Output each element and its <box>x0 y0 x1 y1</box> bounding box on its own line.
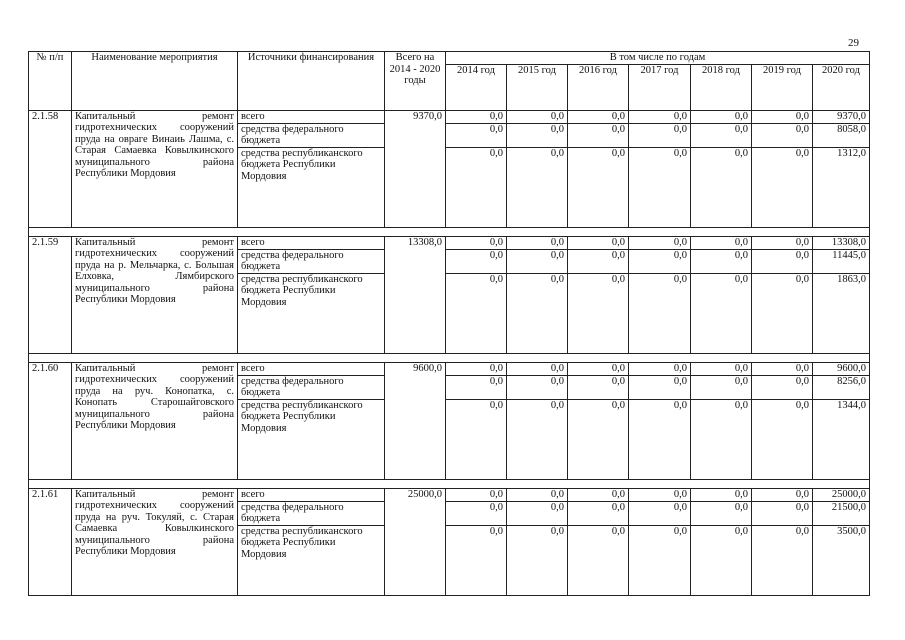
measure-name: Капитальный ремонт гидротехнических сооружений пруда на руч. Конопатка, с. Конопать Старошайговского муниципального района Республики Мордовия <box>72 362 238 479</box>
year-amount: 0,0 <box>629 147 691 227</box>
year-amount: 0,0 <box>446 488 507 501</box>
year-amount: 0,0 <box>446 110 507 123</box>
year-amount: 0,0 <box>446 399 507 479</box>
header-year: 2019 год <box>752 64 813 110</box>
year-amount: 0,0 <box>691 399 752 479</box>
header-year: 2018 год <box>691 64 752 110</box>
row-number: 2.1.61 <box>29 488 72 595</box>
year-amount: 0,0 <box>568 362 629 375</box>
funding-source: средства федерального бюджета <box>238 501 385 525</box>
year-amount: 0,0 <box>691 375 752 399</box>
separator-cell <box>29 479 870 488</box>
header-name: Наименование мероприятия <box>72 52 238 111</box>
separator-cell <box>29 227 870 236</box>
year-amount: 0,0 <box>691 110 752 123</box>
year-amount: 0,0 <box>752 110 813 123</box>
year-amount: 0,0 <box>752 375 813 399</box>
year-amount: 0,0 <box>752 249 813 273</box>
year-amount: 0,0 <box>568 249 629 273</box>
total-amount: 25000,0 <box>385 488 446 595</box>
funding-source: всего <box>238 488 385 501</box>
year-amount: 1312,0 <box>813 147 870 227</box>
year-amount: 0,0 <box>568 399 629 479</box>
year-amount: 0,0 <box>629 249 691 273</box>
year-amount: 0,0 <box>507 375 568 399</box>
year-amount: 0,0 <box>629 362 691 375</box>
year-amount: 9600,0 <box>813 362 870 375</box>
table-row <box>29 110 870 123</box>
year-amount: 0,0 <box>568 488 629 501</box>
year-amount: 0,0 <box>629 399 691 479</box>
year-amount: 0,0 <box>691 147 752 227</box>
year-amount: 0,0 <box>507 249 568 273</box>
header-year: 2015 год <box>507 64 568 110</box>
funding-table <box>28 51 870 596</box>
year-amount: 0,0 <box>507 501 568 525</box>
header-year: 2014 год <box>446 64 507 110</box>
row-separator <box>29 353 870 362</box>
year-amount: 0,0 <box>691 236 752 249</box>
funding-source: средства республиканского бюджета Республики Мордовия <box>238 525 385 595</box>
page-number: 29 <box>848 37 859 49</box>
year-amount: 0,0 <box>568 501 629 525</box>
year-amount: 0,0 <box>568 147 629 227</box>
year-amount: 0,0 <box>629 501 691 525</box>
year-amount: 0,0 <box>568 110 629 123</box>
funding-source: средства федерального бюджета <box>238 123 385 147</box>
year-amount: 8058,0 <box>813 123 870 147</box>
year-amount: 0,0 <box>629 123 691 147</box>
header-by-years: В том числе по годам <box>446 52 870 65</box>
year-amount: 0,0 <box>446 236 507 249</box>
measure-name: Капитальный ремонт гидротехнических сооружений пруда на руч. Токуляй, с. Старая Самаевка Ковылкинского муниципального района Республики Мордовия <box>72 488 238 595</box>
year-amount: 0,0 <box>752 399 813 479</box>
year-amount: 0,0 <box>629 110 691 123</box>
year-amount: 0,0 <box>507 123 568 147</box>
year-amount: 0,0 <box>507 110 568 123</box>
year-amount: 0,0 <box>568 375 629 399</box>
year-amount: 0,0 <box>507 273 568 353</box>
year-amount: 0,0 <box>691 525 752 595</box>
year-amount: 13308,0 <box>813 236 870 249</box>
funding-source: всего <box>238 236 385 249</box>
funding-source: всего <box>238 110 385 123</box>
header-total: Всего на 2014 - 2020 годы <box>385 52 446 111</box>
year-amount: 0,0 <box>752 488 813 501</box>
measure-name: Капитальный ремонт гидротехнических сооружений пруда на р. Мельчарка, с. Большая Елховка, Лямбирского муниципального района Республики Мордовия <box>72 236 238 353</box>
header-year: 2016 год <box>568 64 629 110</box>
year-amount: 0,0 <box>752 123 813 147</box>
year-amount: 0,0 <box>752 147 813 227</box>
table-row <box>29 362 870 375</box>
year-amount: 0,0 <box>507 488 568 501</box>
year-amount: 0,0 <box>507 236 568 249</box>
funding-source: средства федерального бюджета <box>238 249 385 273</box>
year-amount: 0,0 <box>629 488 691 501</box>
total-amount: 9600,0 <box>385 362 446 479</box>
header-sources: Источники финансирования <box>238 52 385 111</box>
year-amount: 3500,0 <box>813 525 870 595</box>
year-amount: 0,0 <box>629 375 691 399</box>
year-amount: 0,0 <box>752 236 813 249</box>
year-amount: 0,0 <box>446 249 507 273</box>
total-amount: 13308,0 <box>385 236 446 353</box>
year-amount: 0,0 <box>752 273 813 353</box>
year-amount: 0,0 <box>629 525 691 595</box>
funding-source: средства республиканского бюджета Республики Мордовия <box>238 273 385 353</box>
header-year: 2020 год <box>813 64 870 110</box>
year-amount: 0,0 <box>446 501 507 525</box>
year-amount: 1344,0 <box>813 399 870 479</box>
year-amount: 0,0 <box>691 273 752 353</box>
year-amount: 0,0 <box>691 501 752 525</box>
table-body <box>29 110 870 595</box>
row-number: 2.1.59 <box>29 236 72 353</box>
funding-source: средства республиканского бюджета Республики Мордовия <box>238 399 385 479</box>
year-amount: 0,0 <box>446 273 507 353</box>
year-amount: 9370,0 <box>813 110 870 123</box>
year-amount: 25000,0 <box>813 488 870 501</box>
year-amount: 0,0 <box>507 147 568 227</box>
year-amount: 0,0 <box>629 273 691 353</box>
year-amount: 0,0 <box>691 249 752 273</box>
year-amount: 0,0 <box>629 236 691 249</box>
table-row <box>29 236 870 249</box>
row-number: 2.1.58 <box>29 110 72 227</box>
measure-name: Капитальный ремонт гидротехнических сооружений пруда на овраге Винаиь Лашма, с. Старая Самаевка Ковылкинского муниципального района Республики Мордовия <box>72 110 238 227</box>
year-amount: 0,0 <box>446 525 507 595</box>
year-amount: 0,0 <box>446 362 507 375</box>
year-amount: 21500,0 <box>813 501 870 525</box>
year-amount: 11445,0 <box>813 249 870 273</box>
year-amount: 0,0 <box>752 362 813 375</box>
row-separator <box>29 227 870 236</box>
funding-source: всего <box>238 362 385 375</box>
row-number: 2.1.60 <box>29 362 72 479</box>
year-amount: 0,0 <box>446 375 507 399</box>
year-amount: 1863,0 <box>813 273 870 353</box>
year-amount: 0,0 <box>568 525 629 595</box>
header-num: № п/п <box>29 52 72 111</box>
year-amount: 0,0 <box>691 362 752 375</box>
year-amount: 0,0 <box>507 399 568 479</box>
row-separator <box>29 479 870 488</box>
year-amount: 0,0 <box>691 123 752 147</box>
year-amount: 0,0 <box>507 525 568 595</box>
year-amount: 0,0 <box>568 273 629 353</box>
year-amount: 0,0 <box>752 525 813 595</box>
year-amount: 0,0 <box>691 488 752 501</box>
year-amount: 0,0 <box>568 236 629 249</box>
funding-source: средства республиканского бюджета Республики Мордовия <box>238 147 385 227</box>
header-year: 2017 год <box>629 64 691 110</box>
year-amount: 0,0 <box>752 501 813 525</box>
year-amount: 0,0 <box>568 123 629 147</box>
table-row <box>29 488 870 501</box>
year-amount: 0,0 <box>446 123 507 147</box>
separator-cell <box>29 353 870 362</box>
year-amount: 0,0 <box>507 362 568 375</box>
year-amount: 0,0 <box>446 147 507 227</box>
year-amount: 8256,0 <box>813 375 870 399</box>
table-header <box>29 52 870 111</box>
total-amount: 9370,0 <box>385 110 446 227</box>
funding-source: средства федерального бюджета <box>238 375 385 399</box>
